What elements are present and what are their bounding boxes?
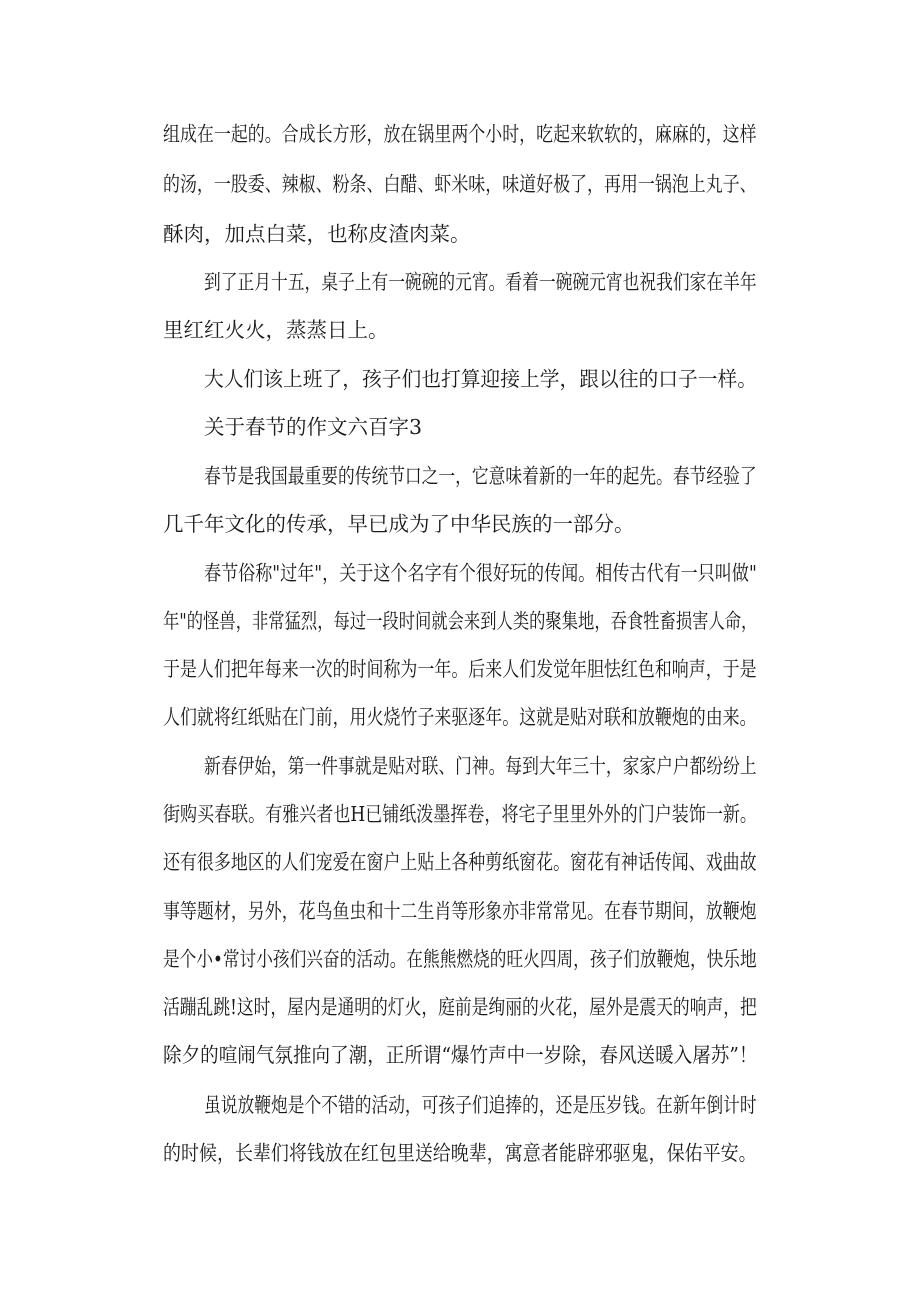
text-line (0, 742, 920, 790)
text-line-content: 新春伊始，第一件事就是贴对联、门神。每到大年三十，家家户户都纷纷上 (204, 754, 757, 778)
text-line-content: 大人们该上班了，孩子们也打算迎接上学，跟以往的口子一样。 (204, 367, 757, 391)
text-line-content: 虽说放鞭炮是个不错的活动，可孩子们追捧的，还是压岁钱。在新年倒计时 (204, 1093, 757, 1117)
text-line-content: 春节俗称"过年"，关于这个名字有个很好玩的传闻。相传古代有一只叫做" (204, 561, 757, 585)
text-line-content: 事等题材，另外，花鸟鱼虫和十二生肖等形象亦非常常见。在春节期间，放鞭炮 (163, 899, 757, 923)
text-line (0, 790, 920, 838)
text-line-content: 年"的怪兽，非常猛烈，每过一段时间就会来到人类的聚集地，吞食牲畜损害人命， (163, 609, 758, 633)
text-line (0, 500, 920, 548)
text-line (0, 693, 920, 741)
text-line-content: 里红红火火，蒸蒸日上。 (163, 318, 389, 342)
text-line (0, 452, 920, 500)
text-line (0, 887, 920, 935)
text-line (0, 258, 920, 306)
text-line (0, 1031, 920, 1079)
text-line (0, 306, 920, 354)
text-line-content: 酥肉，加点白菜，也称皮渣肉菜。 (163, 222, 471, 246)
section-heading (0, 403, 920, 451)
text-line (0, 597, 920, 645)
text-line (0, 210, 920, 258)
text-line (0, 160, 920, 208)
text-line (0, 935, 920, 983)
text-line-content: 春节是我国最重要的传统节口之一，它意味着新的一年的起先。春节经验了 (204, 464, 757, 488)
text-line (0, 838, 920, 886)
text-line-content: 到了正月十五，桌子上有一碗碗的元宵。看着一碗碗元宵也祝我们家在羊年 (204, 270, 757, 294)
section-heading-text: 关于春节的作文六百字3 (204, 415, 423, 439)
text-line (0, 645, 920, 693)
text-line-content: 的时候，长辈们将钱放在红包里送给晚辈，寓意者能辟邪驱鬼，保佑平安。 (163, 1141, 757, 1165)
text-line (0, 355, 920, 403)
text-line-content: 于是人们把年每来一次的时间称为一年。后来人们发觉年胆怯红色和响声，于是 (163, 657, 757, 681)
text-line (0, 1129, 920, 1177)
text-line (0, 983, 920, 1031)
text-line (0, 1081, 920, 1129)
text-line-content: 除夕的喧闹气氛推向了潮，正所谓“爆竹声中一岁除，春风送暖入屠苏”！ (163, 1043, 758, 1067)
text-line-content: 组成在一起的。合成长方形，放在锅里两个小时，吃起来软软的，麻麻的，这样 (163, 122, 757, 146)
text-line-content: 活蹦乱跳!这时，屋内是通明的灯火，庭前是绚丽的火花，屋外是震天的响声，把 (163, 995, 757, 1019)
text-line-content: 人们就将红纸贴在门前，用火烧竹子来驱逐年。这就是贴对联和放鞭炮的由来。 (163, 705, 757, 729)
text-line-content: 几千年文化的传承，早已成为了中华民族的一部分。 (163, 512, 635, 536)
text-line (0, 549, 920, 597)
text-line-content: 是个小•常讨小孩们兴奋的活动。在熊熊燃烧的旺火四周，孩子们放鞭炮，快乐地 (163, 947, 757, 971)
text-line (0, 110, 920, 158)
text-line-content: 的汤，一股委、辣椒、粉条、白醋、虾米味，味道好极了，再用一锅泡上丸子、 (163, 172, 757, 196)
text-line-content: 街购买春联。有雅兴者也H已铺纸泼墨挥卷，将宅子里里外外的门户装饰一新。 (163, 802, 757, 826)
text-line-content: 还有很多地区的人们宠爱在窗户上贴上各种剪纸窗花。窗花有神话传闻、戏曲故 (163, 850, 757, 874)
